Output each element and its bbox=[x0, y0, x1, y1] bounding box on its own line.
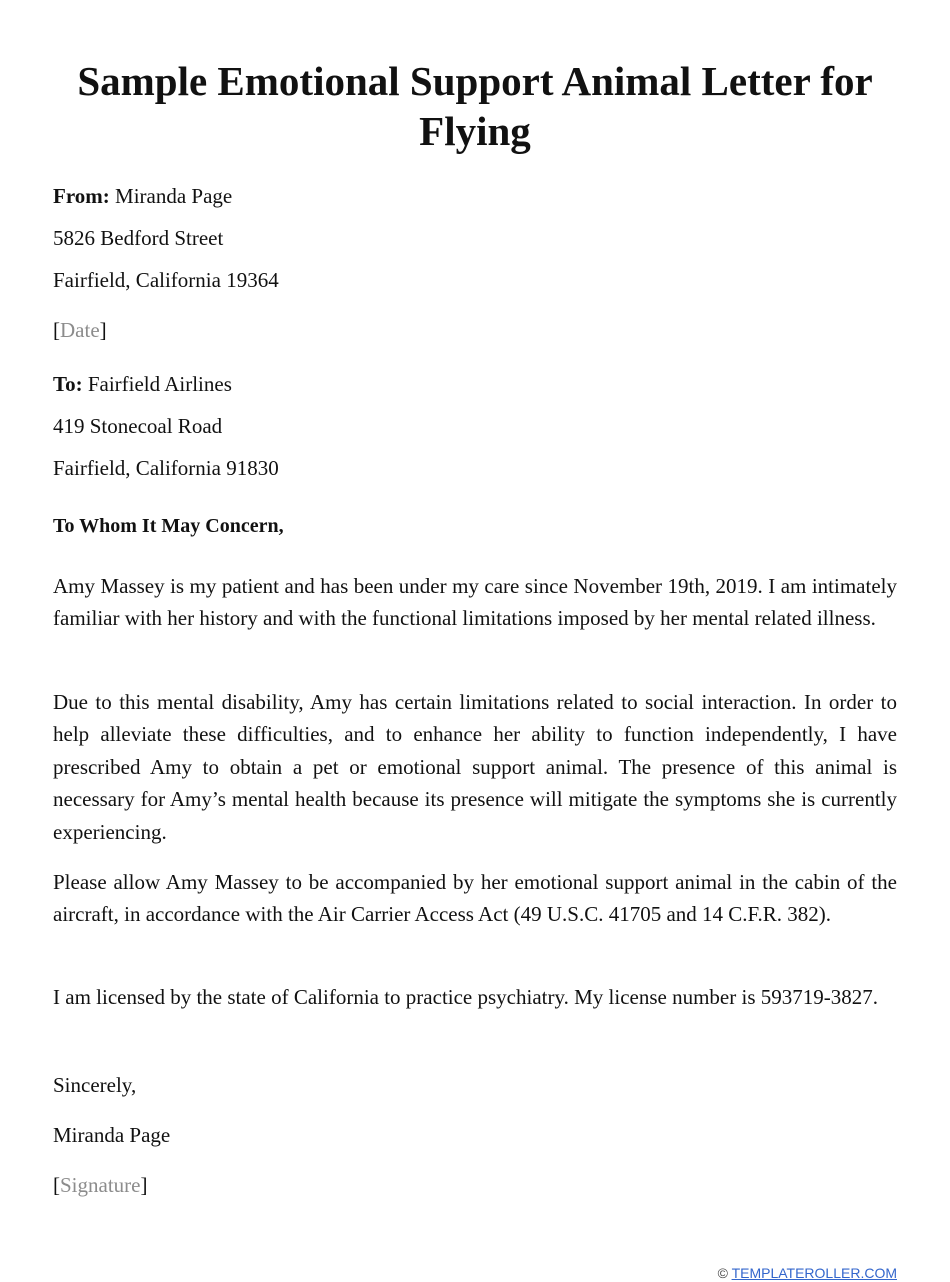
sender-name-line bbox=[53, 182, 232, 210]
body-paragraph-1: Amy Massey is my patient and has been under my care since November 19th, 2019. I am intimately familiar with her history and with the functional limitations imposed by her mental related illness. bbox=[53, 574, 897, 631]
body-paragraph-4: I am licensed by the state of California to practice psychiatry. My license number is 593719-3827. bbox=[53, 985, 878, 1009]
recipient-label: To: bbox=[53, 372, 83, 396]
signature-open-bracket: [ bbox=[53, 1173, 60, 1197]
date-field[interactable] bbox=[53, 316, 107, 344]
date-close-bracket: ] bbox=[99, 318, 107, 342]
salutation: To Whom It May Concern, bbox=[53, 515, 284, 537]
sender-address-line2: Fairfield, California 19364 bbox=[53, 268, 279, 292]
date-placeholder: Date bbox=[60, 318, 100, 342]
recipient-name: Fairfield Airlines bbox=[87, 372, 232, 396]
recipient-address-line2: Fairfield, California 91830 bbox=[53, 456, 279, 480]
signature-close-bracket: ] bbox=[140, 1173, 148, 1197]
closing: Sincerely, bbox=[53, 1073, 137, 1097]
sender-name: Miranda Page bbox=[115, 184, 233, 208]
signature-field[interactable] bbox=[53, 1171, 147, 1199]
body-paragraph-3: Please allow Amy Massey to be accompanied by her emotional support animal in the cabin of the aircraft, in accordance with the Air Carrier Access Act (49 U.S.C. 41705 and 14 C.F.R. 382). bbox=[53, 870, 897, 927]
page-title: Sample Emotional Support Animal Letter for Flying bbox=[77, 58, 873, 154]
recipient-name-line bbox=[53, 370, 232, 398]
templateroller-link[interactable]: TEMPLATEROLLER.COM bbox=[731, 1265, 897, 1281]
recipient-address-line1: 419 Stonecoal Road bbox=[53, 414, 223, 438]
signature-placeholder: Signature bbox=[60, 1173, 141, 1197]
signer-name: Miranda Page bbox=[53, 1123, 171, 1147]
sender-address-line1: 5826 Bedford Street bbox=[53, 226, 224, 250]
date-open-bracket: [ bbox=[53, 318, 60, 342]
footer bbox=[718, 1264, 897, 1282]
body-paragraph-2: Due to this mental disability, Amy has certain limitations related to social interaction. In order to help alleviate these difficulties, and to enhance her ability to function independently, I have prescribed Amy to obtain a pet or emotional support animal. The presence of this animal is necessary for Amy’s mental health because its presence will mitigate the symptoms she is currently experiencing. bbox=[53, 690, 897, 844]
sender-label: From: bbox=[53, 184, 110, 208]
copyright-symbol: © bbox=[717, 1265, 728, 1281]
